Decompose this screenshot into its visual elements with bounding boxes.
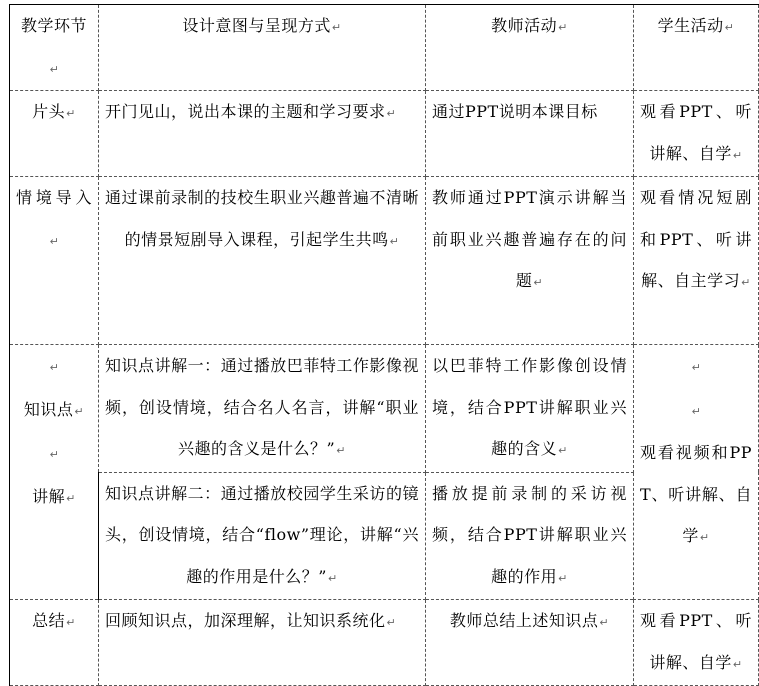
design-cell: 通过课前录制的技校生职业兴趣普遍不清晰的情景短剧导入课程，引起学生共鸣↵ <box>99 177 426 345</box>
stage-cell: 片头↵ <box>10 91 99 177</box>
header-teacher-activity: 教师活动↵ <box>426 5 634 91</box>
student-activity-cell: ↵ ↵ 观看视频和PPT、听讲解、自学↵ <box>634 345 759 600</box>
student-activity-cell: 观看PPT、听讲解、自学↵ <box>634 91 759 177</box>
table-row <box>10 177 759 345</box>
stage-cell: 情境导入↵ <box>10 177 99 345</box>
header-design: 设计意图与呈现方式↵ <box>99 5 426 91</box>
teacher-activity-cell: 教师总结上述知识点↵ <box>426 600 634 686</box>
teacher-activity-cell: 以巴菲特工作影像创设情境，结合PPT讲解职业兴趣的含义↵ <box>426 345 634 473</box>
teacher-activity-cell: 教师通过PPT演示讲解当前职业兴趣普遍存在的问题↵ <box>426 177 634 345</box>
design-cell: 开门见山，说出本课的主题和学习要求↵ <box>99 91 426 177</box>
design-cell: 回顾知识点，加深理解，让知识系统化↵ <box>99 600 426 686</box>
teacher-activity-cell: 通过PPT说明本课目标 <box>426 91 634 177</box>
lesson-plan-table <box>9 4 759 686</box>
design-cell: 知识点讲解一：通过播放巴菲特工作影像视频，创设情境，结合名人名言，讲解“职业兴趣的含义是什么？”↵ <box>99 345 426 473</box>
student-activity-cell: 观看PPT、听讲解、自学↵ <box>634 600 759 686</box>
stage-cell: ↵ 知识点↵ ↵ 讲解↵ <box>10 345 99 600</box>
header-student-activity: 学生活动↵ <box>634 5 759 91</box>
table-row <box>10 345 759 473</box>
teacher-activity-cell: 播放提前录制的采访视频，结合PPT讲解职业兴趣的作用↵ <box>426 472 634 600</box>
header-stage: 教学环节↵ <box>10 5 99 91</box>
table-row <box>10 91 759 177</box>
table-row <box>10 600 759 686</box>
design-cell: 知识点讲解二：通过播放校园学生采访的镜头，创设情境，结合“flow”理论，讲解“兴趣的作用是什么？”↵ <box>99 472 426 600</box>
student-activity-cell: 观看情况短剧和PPT、听讲解、自主学习↵ <box>634 177 759 345</box>
stage-cell: 总结↵ <box>10 600 99 686</box>
header-row <box>10 5 759 91</box>
